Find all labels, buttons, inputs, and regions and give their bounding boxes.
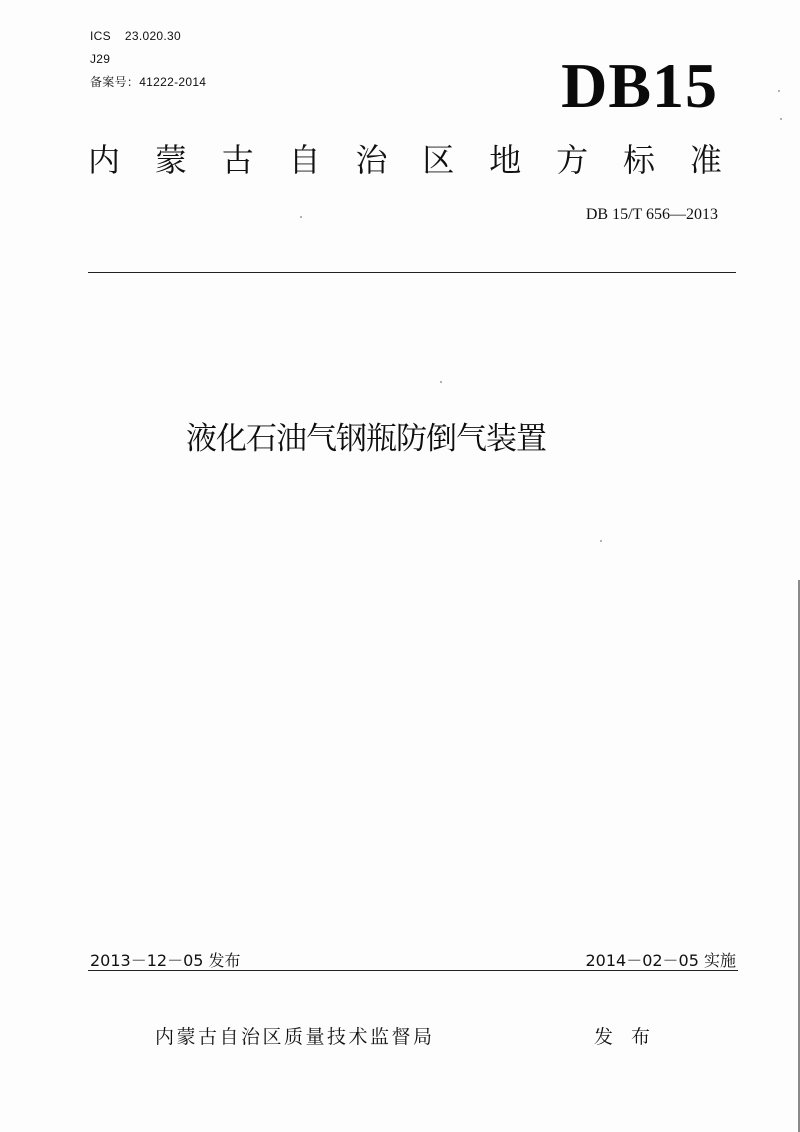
standard-type-char: 标 [623,141,656,179]
ics-line [90,29,181,43]
ics-code: 23.020.30 [124,29,181,43]
standard-number: DB 15/T 656—2013 [585,206,718,223]
scan-speck [778,90,780,92]
bottom-divider [88,970,738,971]
standard-type-char: 蒙 [154,141,187,179]
top-divider [88,272,736,273]
standard-type-char: 区 [422,141,455,179]
document-title: 液化石油气钢瓶防倒气装置 [186,421,546,457]
standard-type-char: 方 [556,141,589,179]
scan-speck [300,216,302,218]
db15-logo: DB15 [561,50,718,121]
standard-type-char: 古 [221,141,254,179]
ics-label: ICS [90,29,111,43]
scan-speck [440,381,442,383]
standard-type-char: 自 [288,141,321,179]
issue-date: 2013－12－05 发布 [90,951,241,970]
classification-code: J29 [90,52,111,66]
record-number: 备案号：41222-2014 [90,75,207,89]
issuing-authority: 内蒙古自治区质量技术监督局 [155,1026,435,1048]
standard-type-char: 内 [88,141,121,179]
scan-speck [780,118,782,120]
scan-speck [600,540,602,542]
implementation-date: 2014－02－05 实施 [585,951,736,970]
standard-type-char: 治 [355,141,388,179]
issue-label: 发 布 [594,1026,657,1048]
standard-type-char: 准 [689,141,722,179]
standard-type-char: 地 [489,141,522,179]
standard-type-heading [88,141,722,179]
